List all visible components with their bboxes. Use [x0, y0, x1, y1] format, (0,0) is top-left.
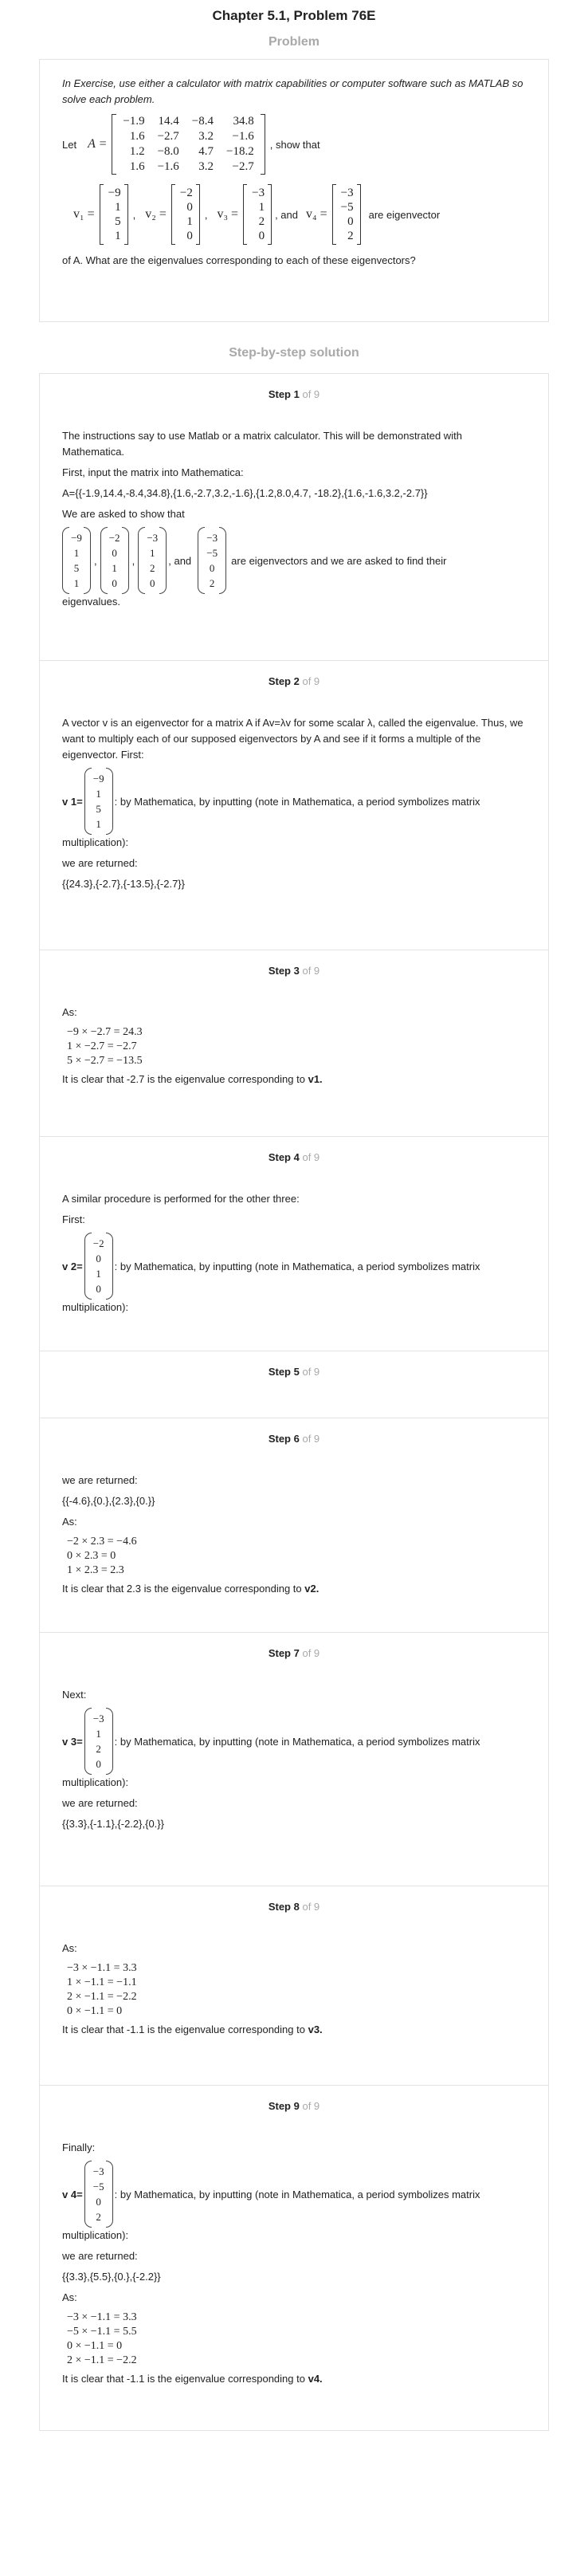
matrix-cell: 4.7	[198, 145, 214, 158]
step-text: Finally:	[62, 2141, 96, 2153]
step-text: As:	[62, 2291, 77, 2303]
vector-entry: −9	[71, 532, 82, 544]
vector-entry: 5	[73, 562, 80, 574]
vector-v4	[84, 2161, 113, 2228]
matrix-cell: 1.2	[129, 145, 145, 158]
equation: 1 × −1.1 = −1.1	[67, 1976, 137, 1988]
matrix-cell: −1.6	[232, 130, 254, 143]
step-text: We are asked to show that	[62, 508, 185, 520]
solution-heading: Step-by-step solution	[229, 346, 359, 360]
vector-v3	[138, 527, 167, 594]
equation: 1 × −2.7 = −2.7	[67, 1040, 137, 1052]
vector-line: v 2= −2 0 1 0 : by Mathematica, by inputting (note in Mathematica, a period symbolizes matrix	[62, 1233, 526, 1300]
v3-label: v₃ =	[217, 207, 239, 221]
matrix-cell: −8.0	[157, 145, 179, 158]
problem-question: of A. What are the eigenvalues corresponding to each of these eigenvectors?	[62, 254, 416, 266]
step-6	[40, 1418, 548, 1632]
step-5	[40, 1351, 548, 1418]
matrix-cell: −1.6	[157, 160, 179, 173]
step-1	[40, 374, 548, 660]
vector-entry: −3	[92, 1713, 104, 1725]
vector-v3	[243, 184, 272, 245]
vector-entry: 1	[150, 547, 155, 559]
matrix-cell: −2.7	[232, 160, 254, 173]
v1-label: v₁ =	[73, 207, 95, 221]
step-text: First, input the matrix into Mathematica:	[62, 466, 244, 478]
step-title: Step 5 of 9	[268, 1366, 320, 1378]
vector-entry: 5	[115, 215, 121, 228]
step-text: multiplication):	[62, 2229, 129, 2241]
vector-entry: −3	[92, 2165, 104, 2177]
solution-box	[39, 373, 549, 2431]
equation: −5 × −1.1 = 5.5	[67, 2326, 137, 2338]
problem-intro: In Exercise, use either a calculator with matrix capabilities or computer software such as MATLAB so solve each problem.	[62, 77, 523, 105]
a-label: A =	[88, 137, 108, 151]
step-text: As:	[62, 1006, 77, 1018]
vector-entry: 0	[96, 1283, 101, 1295]
conclusion: It is clear that -2.7 is the eigenvalue corresponding to v1.	[62, 1073, 323, 1085]
vector-v2	[84, 1233, 113, 1300]
mathematica-input: A={{-1.9,14.4,-8.4,34.8},{1.6,-2.7,3.2,-1.6},{1.2,8.0,4.7, -18.2},{1.6,-1.6,3.2,-2.7}}	[62, 487, 428, 499]
vector-entry: 2	[96, 2211, 101, 2223]
step-text: A similar procedure is performed for the other three:	[62, 1193, 300, 1205]
vector-entry: 1	[96, 788, 101, 800]
step-title: Step 3 of 9	[268, 965, 320, 977]
vector-entry: −9	[92, 773, 104, 785]
matrix-cell: 14.4	[158, 115, 179, 128]
matrix-cell: 3.2	[198, 160, 214, 173]
problem-heading: Problem	[268, 35, 319, 49]
vector-v3	[84, 1708, 113, 1775]
step-text: we are returned:	[62, 2250, 138, 2262]
vector-entry: 5	[96, 803, 101, 815]
step-text: eigenvalues.	[62, 596, 120, 608]
step-9	[40, 2086, 548, 2430]
vector-entry: −5	[340, 201, 354, 214]
vector-entry: 2	[209, 577, 215, 589]
vector-entry: 1	[115, 201, 121, 214]
equation: 2 × −1.1 = −2.2	[67, 2354, 137, 2366]
step-title: Step 2 of 9	[268, 675, 320, 687]
step-title: Step 6 of 9	[268, 1433, 320, 1445]
matrix-cell: −18.2	[226, 145, 254, 158]
step-text: multiplication):	[62, 1776, 129, 1788]
vector-entry: −5	[206, 547, 218, 559]
step-text: multiplication):	[62, 836, 129, 848]
vector-entry: −9	[108, 187, 121, 199]
vector-entry: 1	[115, 230, 121, 242]
equation: 1 × 2.3 = 2.3	[67, 1564, 124, 1576]
equation: −3 × −1.1 = 3.3	[67, 1962, 137, 1974]
step-7	[40, 1633, 548, 1886]
equation: −9 × −2.7 = 24.3	[67, 1026, 143, 1038]
mathematica-output: {{-4.6},{0.},{2.3},{0.}}	[62, 1495, 155, 1507]
vector-v2	[100, 527, 129, 594]
step-2	[40, 661, 548, 950]
vector-v2	[171, 184, 200, 245]
step-text: are eigenvectors and we are asked to find their	[231, 554, 447, 567]
mathematica-output: {{24.3},{-2.7},{-13.5},{-2.7}}	[62, 878, 185, 890]
step-text: multiplication):	[62, 1301, 129, 1313]
vectors-row: v₁ = −9 1 5 1 , v₂ = −2 0 1 0 , v₃ = −3 1 2 0 , and v₄ = −3 −5 0 2 are eigenvector	[62, 184, 528, 245]
show-that-text: , show that	[269, 138, 320, 151]
step-title: Step 9 of 9	[268, 2100, 320, 2112]
v4-label: v₄ =	[306, 207, 327, 221]
equation: −3 × −1.1 = 3.3	[67, 2311, 137, 2323]
vector-entry: 1	[96, 1268, 101, 1280]
vector-line: v 3= −3 1 2 0 : by Mathematica, by inputting (note in Mathematica, a period symbolizes matrix	[62, 1708, 526, 1775]
problem-box	[39, 59, 549, 322]
step-text: A vector v is an eigenvector for a matrix A if Av=λv for some scalar λ, called the eigenvalue. Thus, we want to multiply each of our supposed eigenvectors by A and see if it forms a multiple of the eigenvector. First:	[62, 717, 523, 761]
step-text: As:	[62, 1516, 77, 1528]
vector-v1	[62, 527, 91, 594]
vector-entry: −2	[179, 187, 193, 199]
vector-entry: −2	[108, 532, 120, 544]
matrix-cell: 1.6	[129, 160, 145, 173]
vector-entry: −3	[252, 187, 265, 199]
matrix-cell: −8.4	[191, 115, 214, 128]
vector-entry: −3	[206, 532, 218, 544]
step-text: As:	[62, 1942, 77, 1954]
vector-entry: 0	[347, 215, 354, 228]
step-text: we are returned:	[62, 857, 138, 869]
step-title: Step 7 of 9	[268, 1647, 320, 1659]
step-8	[40, 1886, 548, 2085]
step-3	[40, 950, 548, 1136]
v2-label: v₂ =	[145, 207, 167, 221]
vector-entry: 1	[112, 562, 117, 574]
step-4	[40, 1137, 548, 1351]
vector-entry: 0	[186, 230, 193, 242]
and-text: , and	[275, 208, 298, 221]
vector-entry: −3	[340, 187, 354, 199]
vector-entry: 0	[96, 1253, 101, 1264]
equation: 0 × 2.3 = 0	[67, 1550, 116, 1562]
step-title: Step 4 of 9	[268, 1151, 320, 1163]
mathematica-output: {{3.3},{-1.1},{-2.2},{0.}}	[62, 1818, 164, 1830]
matrix-a	[112, 114, 265, 175]
chapter-title: Chapter 5.1, Problem 76E	[212, 8, 376, 23]
vector-v1	[100, 184, 128, 245]
vector-entry: 1	[96, 818, 101, 830]
equation: −2 × 2.3 = −4.6	[67, 1536, 137, 1548]
vector-entry: 0	[112, 577, 117, 589]
step-text: Next:	[62, 1689, 87, 1701]
vector-line: v 1= −9 1 5 1 : by Mathematica, by inputting (note in Mathematica, a period symbolizes matrix	[62, 768, 526, 835]
step-text: The instructions say to use Matlab or a matrix calculator. This will be demonstrated with Mathematica.	[62, 430, 462, 458]
vector-entry: 2	[258, 215, 265, 228]
are-eigenvector-text: are eigenvector	[368, 208, 441, 221]
step-text: we are returned:	[62, 1474, 138, 1486]
vector-entry: 2	[96, 1743, 101, 1755]
equation: 0 × −1.1 = 0	[67, 2340, 123, 2352]
vector-v4	[332, 184, 361, 245]
equation: 5 × −2.7 = −13.5	[67, 1055, 143, 1067]
vector-entry: 2	[150, 562, 155, 574]
vector-entry: 1	[73, 577, 80, 589]
vector-v4	[198, 527, 226, 594]
conclusion: It is clear that -1.1 is the eigenvalue corresponding to v4.	[62, 2373, 323, 2385]
vector-entry: 0	[150, 577, 155, 589]
vector-entry: 0	[96, 2196, 101, 2208]
vector-entry: −2	[92, 1237, 104, 1249]
step-title: Step 1 of 9	[268, 388, 320, 400]
vectors-line: −9 1 5 1 , −2 0 1 0 , −3 1 2 0 , and −3 −5 0 2 are eigenvectors and we are asked to find their	[62, 527, 526, 594]
vector-v1	[84, 768, 113, 835]
vector-entry: 0	[209, 562, 215, 574]
matrix-cell: 34.8	[233, 115, 254, 128]
vector-line: v 4= −3 −5 0 2 : by Mathematica, by inputting (note in Mathematica, a period symbolizes matrix	[62, 2161, 526, 2228]
vector-entry: −5	[92, 2181, 104, 2193]
matrix-cell: −2.7	[157, 130, 179, 143]
matrix-row	[62, 114, 528, 175]
vector-entry: −3	[147, 532, 159, 544]
vector-entry: 1	[186, 215, 193, 228]
vector-entry: 0	[258, 230, 265, 242]
equation: 0 × −1.1 = 0	[67, 2005, 123, 2017]
vector-entry: 0	[186, 201, 193, 214]
let-label: Let	[62, 138, 77, 151]
step-text: First:	[62, 1213, 85, 1225]
matrix-cell: 3.2	[198, 130, 214, 143]
equation: 2 × −1.1 = −2.2	[67, 1991, 137, 2003]
matrix-cell: 1.6	[129, 130, 145, 143]
matrix-cell: −1.9	[123, 115, 145, 128]
vector-entry: 2	[347, 230, 354, 242]
vector-entry: 1	[73, 547, 80, 559]
vector-entry: 0	[112, 547, 117, 559]
vector-entry: 0	[96, 1758, 101, 1770]
step-text: we are returned:	[62, 1797, 138, 1809]
conclusion: It is clear that -1.1 is the eigenvalue corresponding to v3.	[62, 2023, 323, 2035]
vector-entry: 1	[258, 201, 265, 214]
vector-entry: 1	[96, 1728, 101, 1740]
conclusion: It is clear that 2.3 is the eigenvalue corresponding to v2.	[62, 1583, 319, 1595]
mathematica-output: {{3.3},{5.5},{0.},{-2.2}}	[62, 2271, 161, 2283]
step-title: Step 8 of 9	[268, 1901, 320, 1913]
